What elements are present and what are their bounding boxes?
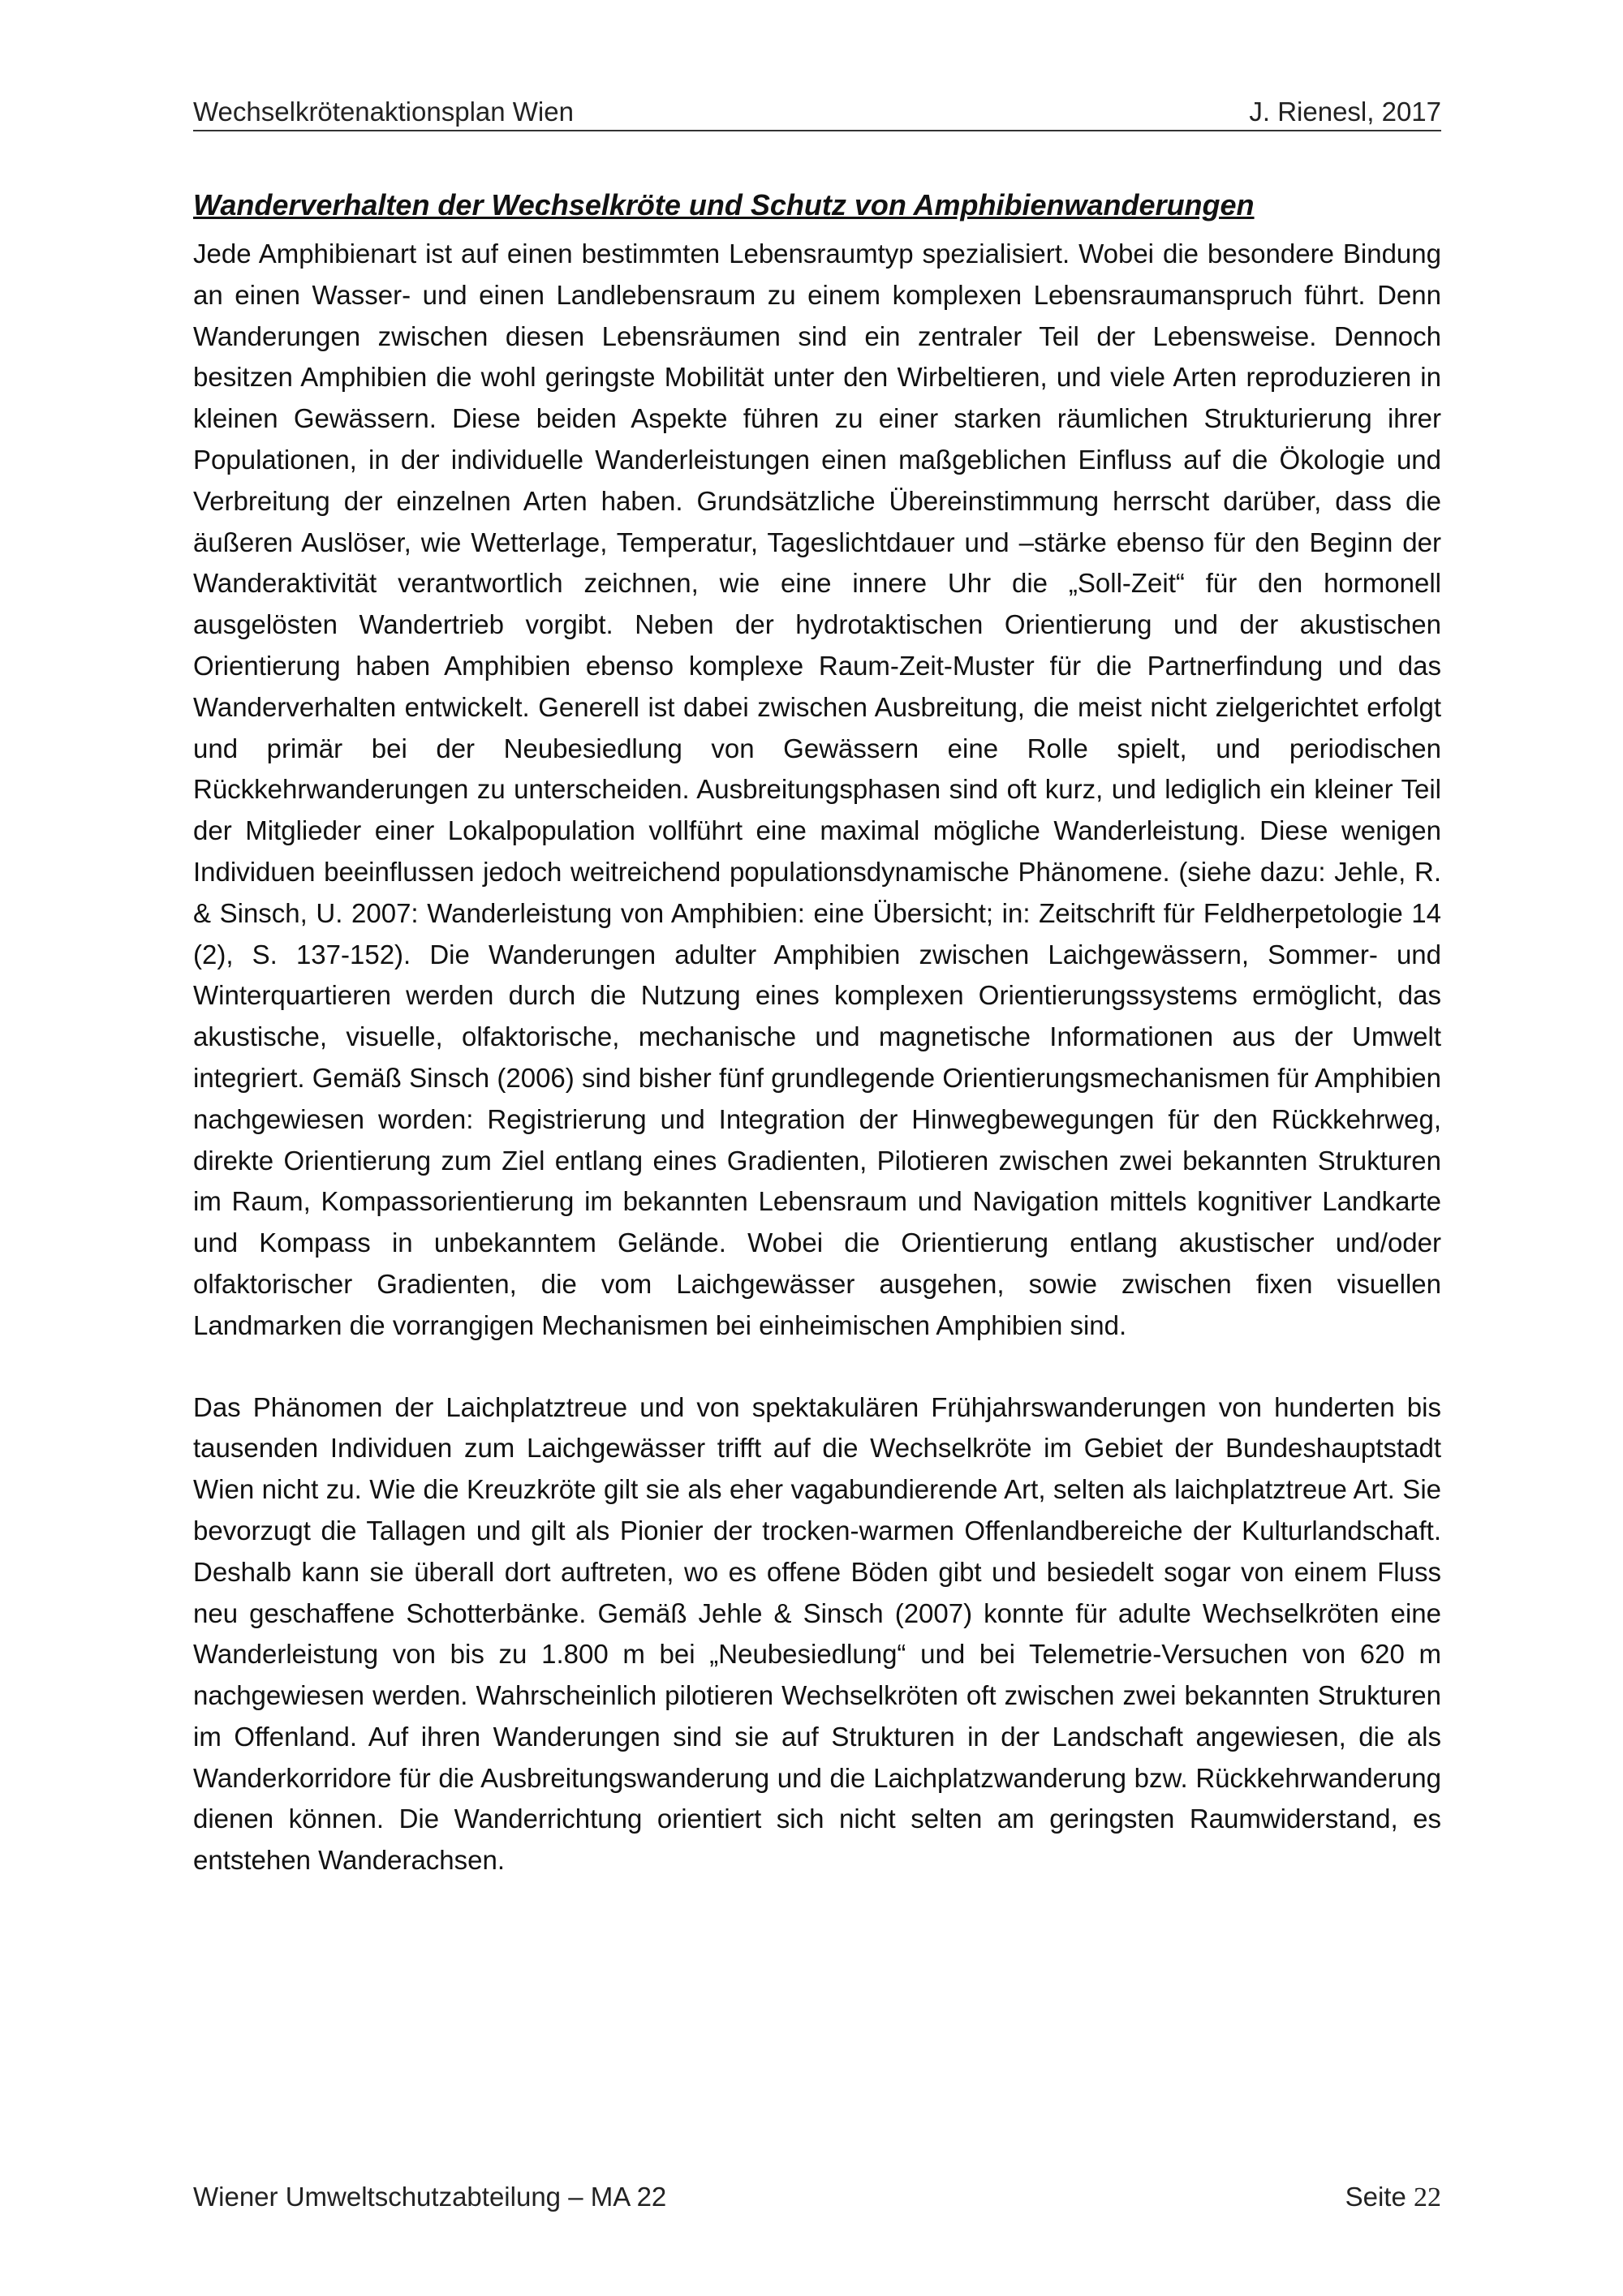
section-title: Wanderverhalten der Wechselkröte und Schutz von Amphibienwanderungen — [193, 188, 1255, 221]
footer-page-label: Seite — [1345, 2182, 1406, 2212]
footer-page — [1345, 2181, 1441, 2214]
header-author-year: J. Rienesl, 2017 — [1249, 97, 1441, 127]
footer-organization: Wiener Umweltschutzabteilung – MA 22 — [193, 2182, 667, 2212]
header-title: Wechselkrötenaktionsplan Wien — [193, 97, 574, 127]
paragraph-2: Das Phänomen der Laichplatztreue und von spektakulären Frühjahrswanderungen von hunderten bis tausenden Individuen zum Laichgewässer trifft auf die Wechselkröte im Gebiet der Bundeshauptstadt Wien nicht zu. Wie die Kreuzkröte gilt sie als eher vagabundierende Art, selten als laichplatztreue Art. Sie bevorzugt die Tallagen und gilt als Pionier der trocken-warmen Offenlandbereiche der Kulturlandschaft. Deshalb kann sie überall dort auftreten, wo es offene Böden gibt und besiedelt sogar von einem Fluss neu geschaffene Schotterbänke. Gemäß Jehle & Sinsch (2007) konnte für adulte Wechselkröten eine Wanderleistung von bis zu 1.800 m bei „Neubesiedlung“ und bei Telemetrie-Versuchen von 620 m nachgewiesen werden. Wahrscheinlich pilotieren Wechselkröten oft zwischen zwei bekannten Strukturen im Offenland. Auf ihren Wanderungen sind sie auf Strukturen in der Landschaft angewiesen, die als Wanderkorridore für die Ausbreitungswanderung und die Laichplatzwanderung bzw. Rückkehrwanderung dienen können. Die Wanderrichtung orientiert sich nicht selten am geringsten Raumwiderstand, es entstehen Wanderachsen. — [193, 1391, 1441, 1876]
page-header — [193, 96, 1441, 131]
paragraph-1: Jede Amphibienart ist auf einen bestimmten Lebensraumtyp spezialisiert. Wobei die besondere Bindung an einen Wasser- und einen Landlebensraum zu einem komplexen Lebensraumanspruch führt. Denn Wanderungen zwischen diesen Lebensräumen sind ein zentraler Teil der Lebensweise. Dennoch besitzen Amphibien die wohl geringste Mobilität unter den Wirbeltieren, und viele Arten reproduzieren in kleinen Gewässern. Diese beiden Aspekte führen zu einer starken räumlichen Strukturierung ihrer Populationen, in der individuelle Wanderleistungen einen maßgeblichen Einfluss auf die Ökologie und Verbreitung der einzelnen Arten haben. Grundsätzliche Übereinstimmung herrscht darüber, dass die äußeren Auslöser, wie Wetterlage, Temperatur, Tageslichtdauer und –stärke ebenso für den Beginn der Wanderaktivität verantwortlich zeichnen, wie eine innere Uhr die „Soll-Zeit“ für den hormonell ausgelösten Wandertrieb vorgibt. Neben der hydrotaktischen Orientierung und der akustischen Orientierung haben Amphibien ebenso komplexe Raum-Zeit-Muster für die Partnerfindung und das Wanderverhalten entwickelt. Generell ist dabei zwischen Ausbreitung, die meist nicht zielgerichtet erfolgt und primär bei der Neubesiedlung von Gewässern eine Rolle spielt, und periodischen Rückkehrwanderungen zu unterscheiden. Ausbreitungsphasen sind oft kurz, und lediglich ein kleiner Teil der Mitglieder einer Lokalpopulation vollführt eine maximal mögliche Wanderleistung. Diese wenigen Individuen beeinflussen jedoch weitreichend populationsdynamische Phänomene. (siehe dazu: Jehle, R. & Sinsch, U. 2007: Wanderleistung von Amphibien: eine Übersicht; in: Zeitschrift für Feldherpetologie 14 (2), S. 137-152). Die Wanderungen adulter Amphibien zwischen Laichgewässern, Sommer- und Winterquartieren werden durch die Nutzung eines komplexen Orientierungssystems ermöglicht, das akustische, visuelle, olfaktorische, mechanische und magnetische Informationen aus der Umwelt integriert. Gemäß Sinsch (2006) sind bisher fünf grundlegende Orientierungsmechanismen für Amphibien nachgewiesen worden: Registrierung und Integration der Hinwegbewegungen für den Rückkehrweg, direkte Orientierung zum Ziel entlang eines Gradienten, Pilotieren zwischen zwei bekannten Strukturen im Raum, Kompassorientierung im bekannten Lebensraum und Navigation mittels kognitiver Landkarte und Kompass in unbekanntem Gelände. Wobei die Orientierung entlang akustischer und/oder olfaktorischer Gradienten, die vom Laichgewässer ausgehen, sowie zwischen fixen visuellen Landmarken die vorrangigen Mechanismen bei einheimischen Amphibien sind. — [193, 239, 1441, 1340]
main-content — [193, 187, 1441, 1881]
footer-page-number: 22 — [1414, 2182, 1441, 2212]
page-footer — [193, 2181, 1441, 2214]
